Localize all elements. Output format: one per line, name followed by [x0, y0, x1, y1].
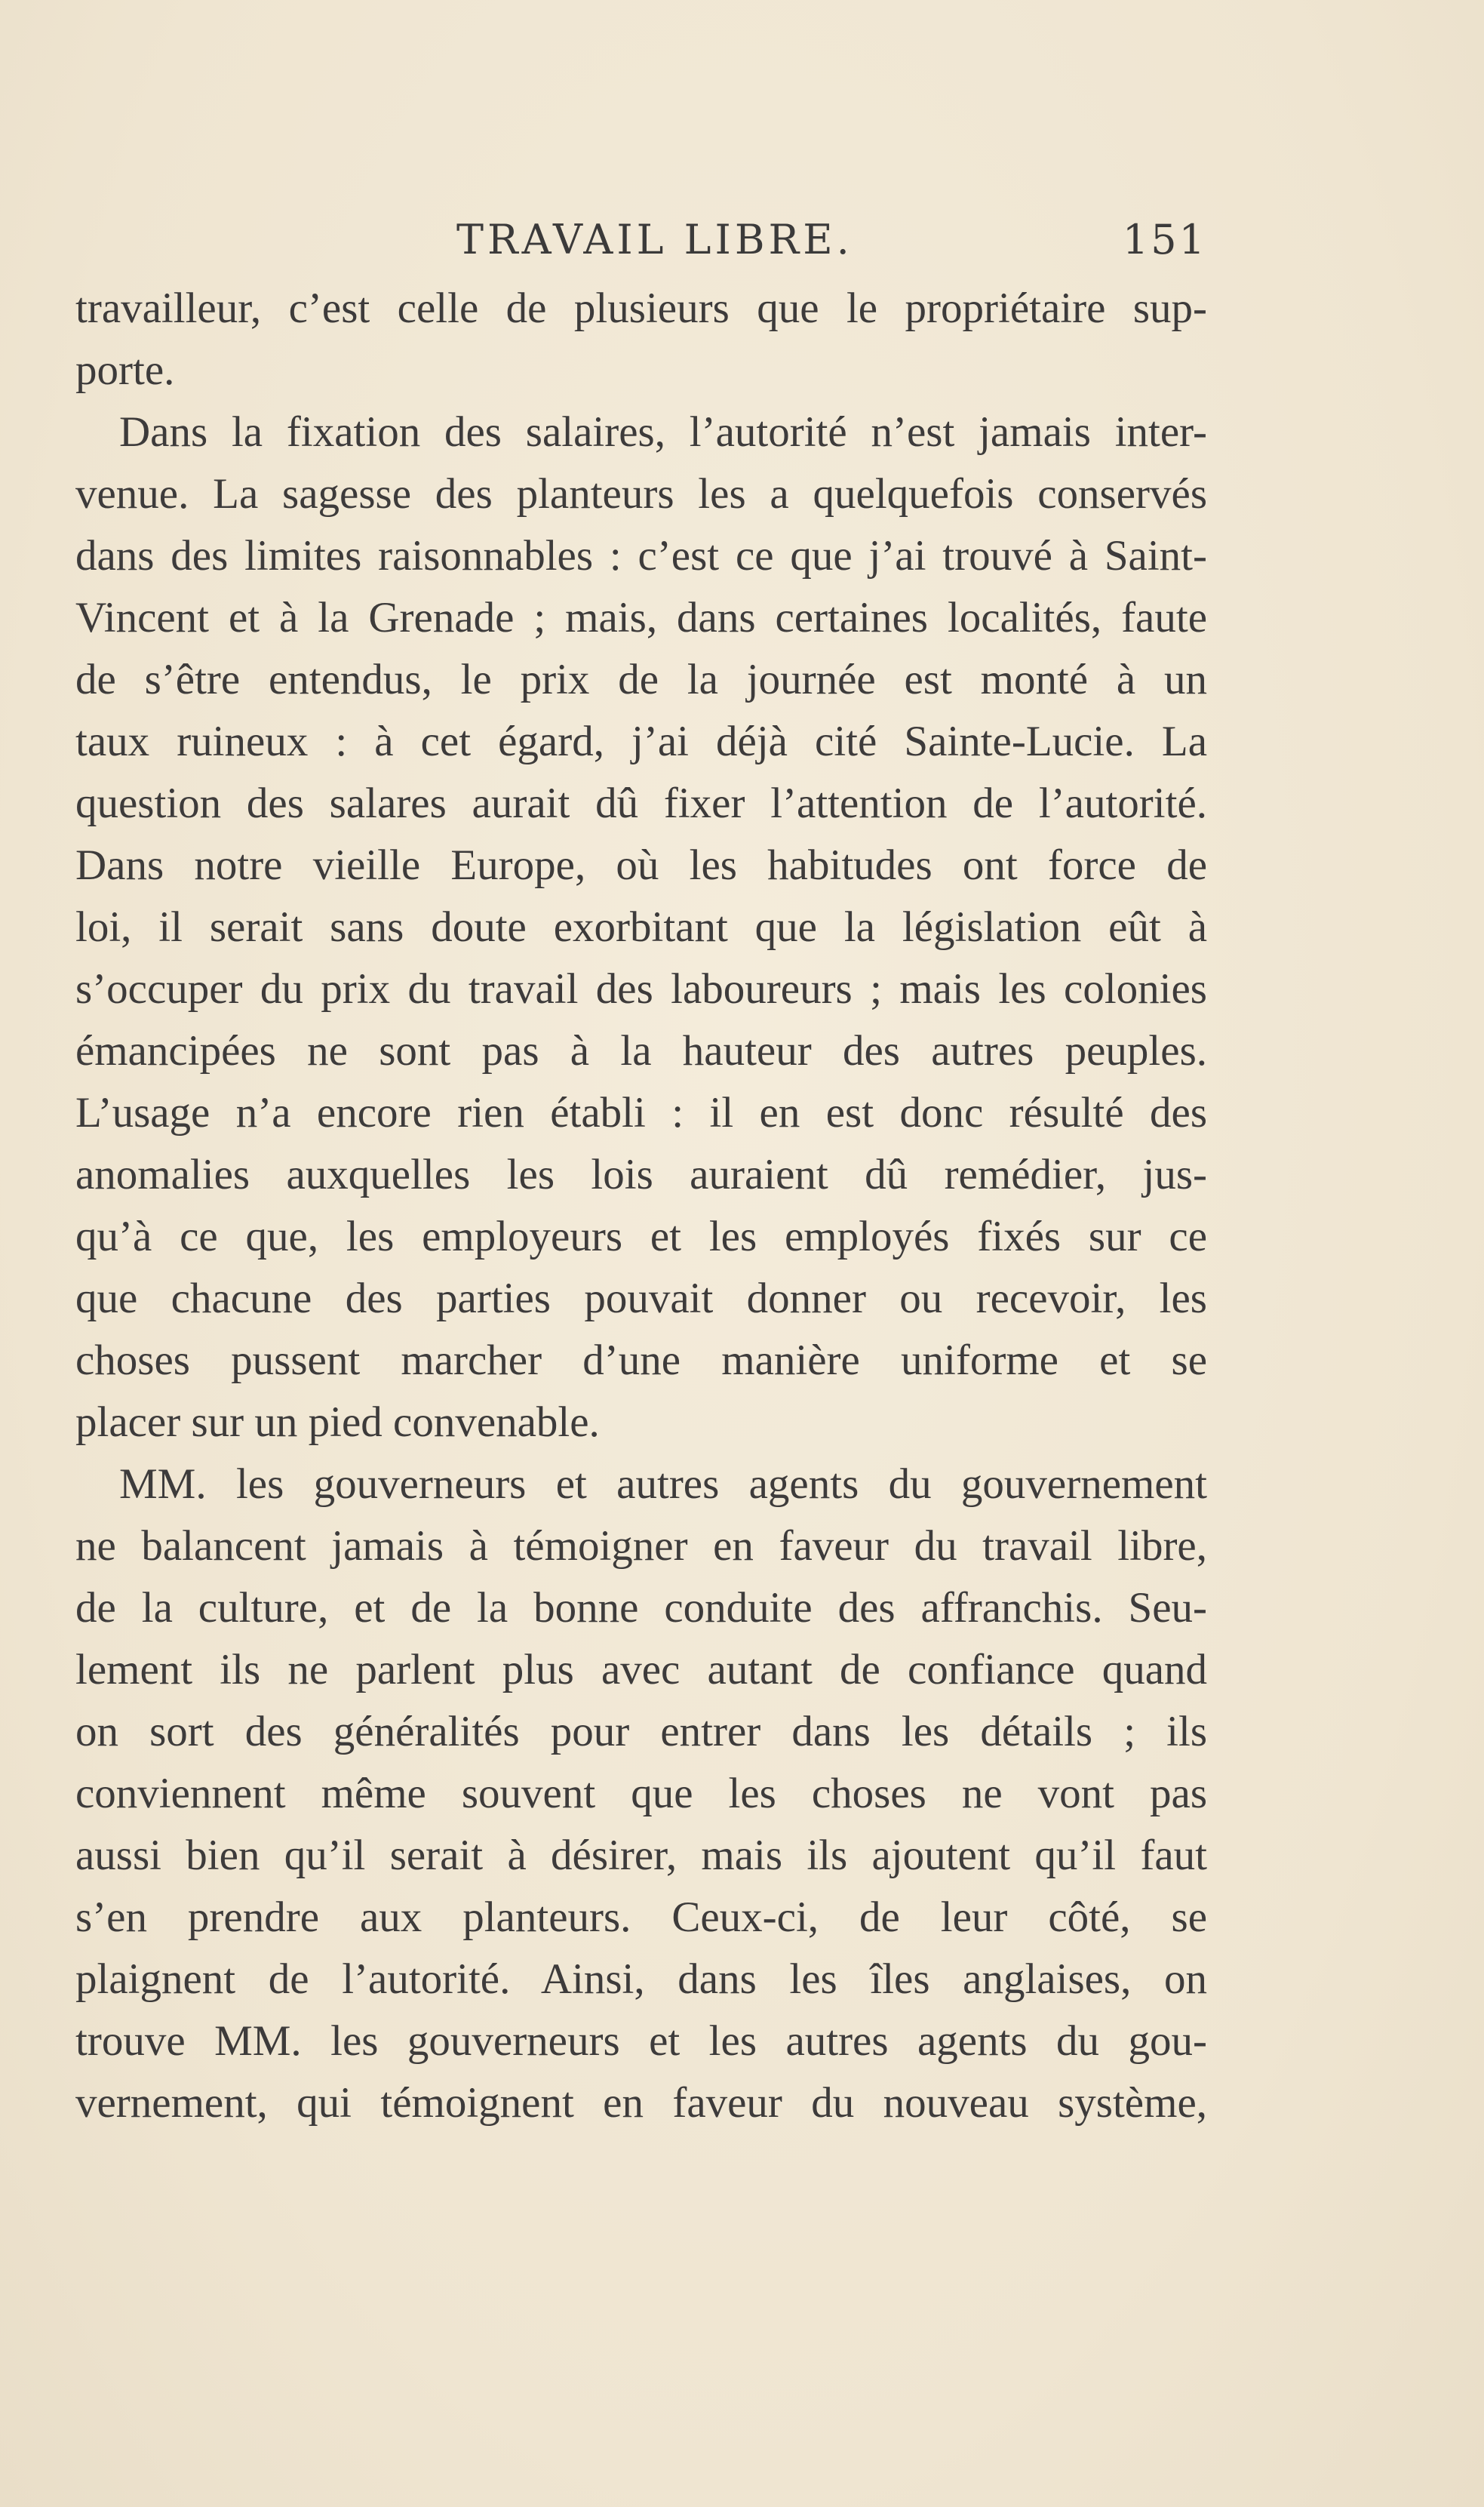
page-header: [75, 210, 1207, 270]
text-line: placer sur un pied convenable.: [75, 1398, 600, 1446]
text-line: on sort des généralités pour entrer dans les détails ; ils: [75, 1708, 1207, 1755]
text-line: MM. les gouverneurs et autres agents du gouvernement: [119, 1460, 1207, 1508]
running-title: TRAVAIL LIBRE.: [456, 216, 853, 263]
body-text: [75, 278, 1207, 2134]
text-line: Dans la fixation des salaires, l’autorité n’est jamais inter-: [119, 408, 1207, 456]
text-line: L’usage n’a encore rien établi : il en est donc résulté des: [75, 1089, 1207, 1137]
text-line: conviennent même souvent que les choses ne vont pas: [75, 1770, 1207, 1817]
text-line: s’en prendre aux planteurs. Ceux-ci, de leur côté, se: [75, 1893, 1207, 1941]
text-line: ne balancent jamais à témoigner en faveur du travail libre,: [75, 1522, 1207, 1570]
text-line: s’occuper du prix du travail des laboureurs ; mais les colonies: [75, 965, 1207, 1013]
text-line: travailleur, c’est celle de plusieurs que le propriétaire sup-: [75, 285, 1207, 332]
text-line: que chacune des parties pouvait donner ou recevoir, les: [75, 1275, 1207, 1322]
text-line: taux ruineux : à cet égard, j’ai déjà cité Sainte-Lucie. La: [75, 718, 1207, 765]
text-line: Vincent et à la Grenade ; mais, dans certaines localités, faute: [75, 594, 1207, 641]
text-line: lement ils ne parlent plus avec autant de confiance quand: [75, 1646, 1207, 1693]
page-number: 151: [1122, 216, 1207, 263]
text-line: aussi bien qu’il serait à désirer, mais ils ajoutent qu’il faut: [75, 1832, 1207, 1879]
text-line: vernement, qui témoignent en faveur du nouveau système,: [75, 2079, 1207, 2127]
text-line: Dans notre vieille Europe, où les habitudes ont force de: [75, 841, 1207, 889]
text-line: question des salares aurait dû fixer l’attention de l’autorité.: [75, 780, 1207, 827]
text-line: trouve MM. les gouverneurs et les autres agents du gou-: [75, 2017, 1207, 2065]
text-line: plaignent de l’autorité. Ainsi, dans les îles anglaises, on: [75, 1955, 1207, 2003]
text-line: anomalies auxquelles les lois auraient dû remédier, jus-: [75, 1151, 1207, 1198]
text-line: venue. La sagesse des planteurs les a quelquefois conservés: [75, 470, 1207, 518]
text-line: loi, il serait sans doute exorbitant que la législation eût à: [75, 903, 1207, 951]
text-line: de s’être entendus, le prix de la journée est monté à un: [75, 656, 1207, 703]
text-line: porte.: [75, 346, 175, 394]
text-line: choses pussent marcher d’une manière uniforme et se: [75, 1337, 1207, 1384]
text-line: qu’à ce que, les employeurs et les employés fixés sur ce: [75, 1213, 1207, 1260]
text-line: émancipées ne sont pas à la hauteur des autres peuples.: [75, 1027, 1207, 1075]
text-line: de la culture, et de la bonne conduite des affranchis. Seu-: [75, 1584, 1207, 1632]
text-line: dans des limites raisonnables : c’est ce que j’ai trouvé à Saint-: [75, 532, 1207, 580]
